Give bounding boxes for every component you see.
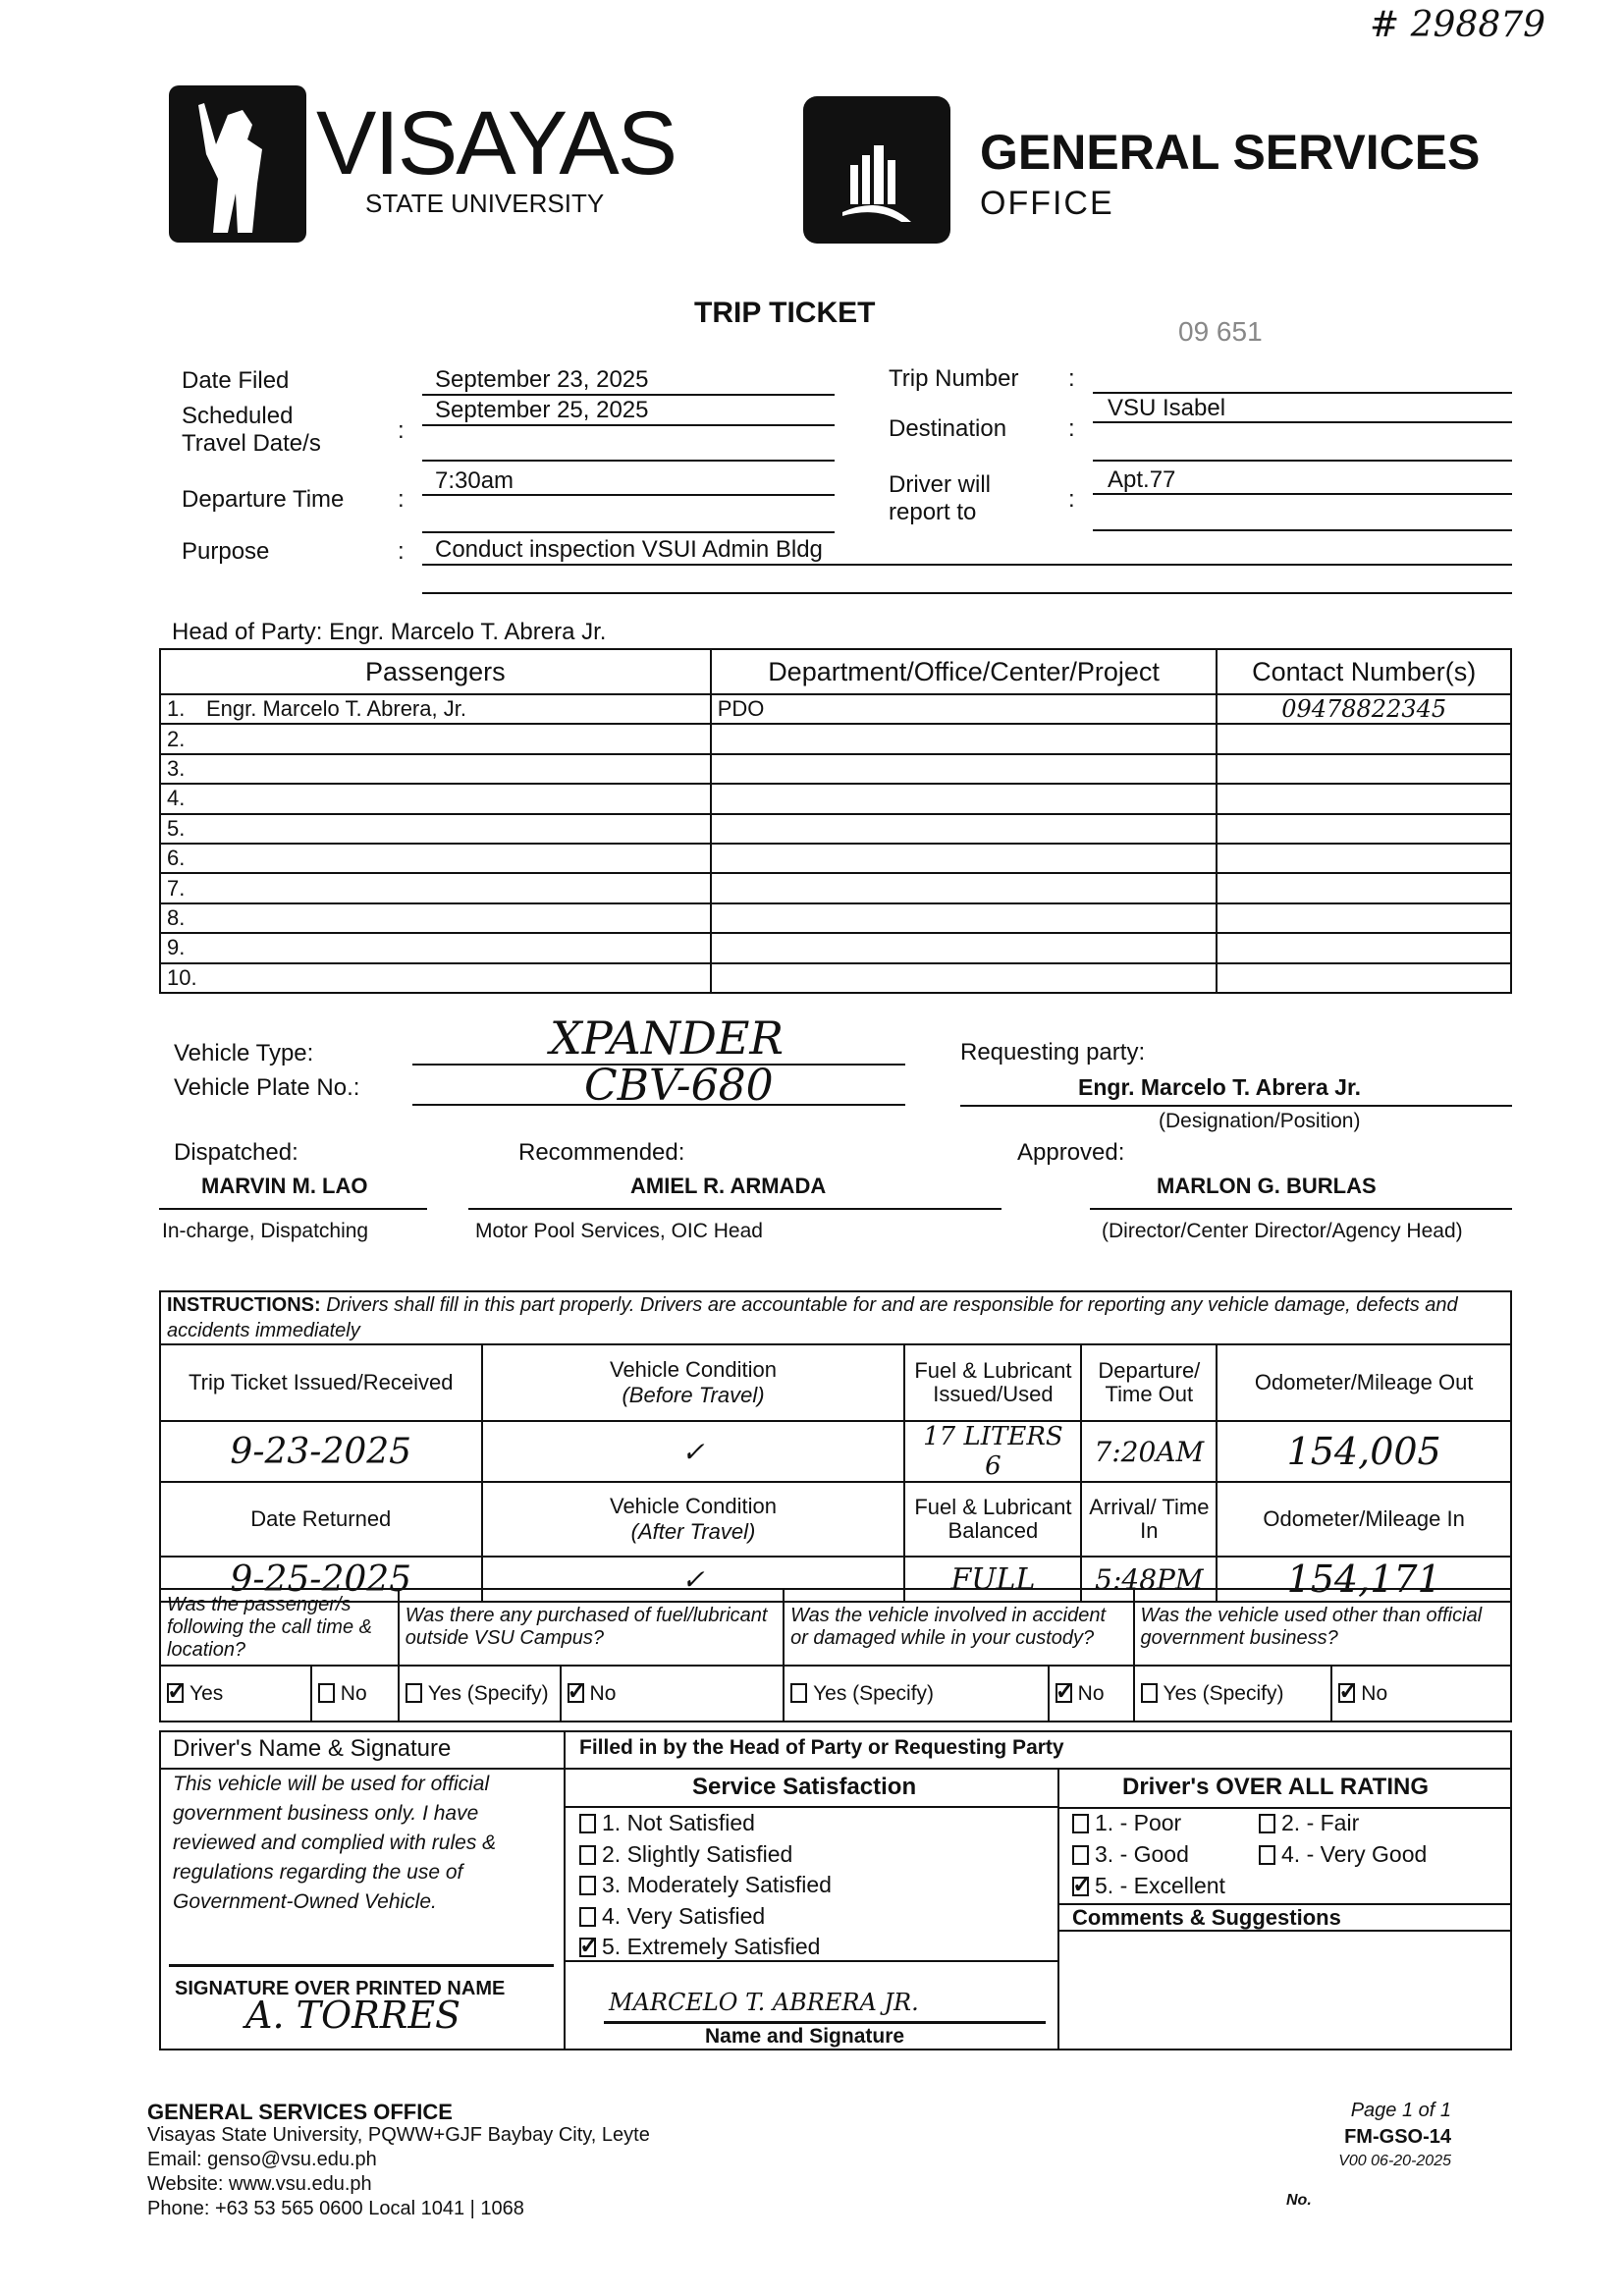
- comments-header: Comments & Suggestions: [1072, 1905, 1341, 1930]
- instructions-bold: INSTRUCTIONS:: [167, 1294, 321, 1316]
- option-label: No: [340, 1681, 367, 1705]
- colon: :: [398, 538, 405, 565]
- passenger-contact[interactable]: 09478822345: [1217, 694, 1511, 724]
- passenger-contact[interactable]: [1217, 963, 1511, 993]
- colon: :: [398, 486, 405, 513]
- vehicle-plate-label: Vehicle Plate No.:: [174, 1074, 360, 1101]
- row-number: 10.: [167, 964, 197, 990]
- rating-option[interactable]: [1072, 1873, 1225, 1899]
- footer-email[interactable]: Email: genso@vsu.edu.ph: [147, 2149, 377, 2170]
- option-label: 5. Extremely Satisfied: [602, 1934, 821, 1959]
- head-of-party: Head of Party: Engr. Marcelo T. Abrera Jr.: [172, 619, 607, 645]
- passenger-contact[interactable]: [1217, 814, 1511, 844]
- row-number: 4.: [167, 786, 186, 811]
- driver-report-label: Driver will: [889, 471, 991, 498]
- instructions-table: [159, 1290, 1512, 1603]
- recommended-label: Recommended:: [518, 1139, 685, 1166]
- fuel-balanced-header: Fuel & Lubricant Balanced: [904, 1482, 1081, 1557]
- time-in-value[interactable]: 5:48PM: [1081, 1557, 1217, 1602]
- passenger-department[interactable]: [711, 784, 1218, 813]
- passenger-contact[interactable]: [1217, 754, 1511, 784]
- footer-no: No.: [1286, 2192, 1312, 2209]
- approver-role: (Director/Center Director/Agency Head): [1102, 1220, 1463, 1242]
- form-code: FM-GSO-14: [1344, 2126, 1451, 2148]
- destination-value[interactable]: VSU Isabel: [1108, 395, 1226, 421]
- form-version: V00 06-20-2025: [1338, 2153, 1451, 2169]
- control-number: # 298879: [1370, 5, 1546, 45]
- filled-by-label: Filled in by the Head of Party or Requesting Party: [579, 1736, 1064, 1759]
- footer-org: GENERAL SERVICES OFFICE: [147, 2100, 453, 2124]
- date-returned-value[interactable]: 9-25-2025: [160, 1557, 482, 1602]
- vsu-logo-icon: [169, 85, 306, 243]
- service-option[interactable]: [579, 1903, 832, 1935]
- passenger-contact[interactable]: [1217, 903, 1511, 933]
- option-label: No: [1077, 1681, 1105, 1705]
- table-row: [160, 903, 1511, 933]
- table-row: [160, 724, 1511, 753]
- option-label: 2. Slightly Satisfied: [602, 1840, 793, 1867]
- option-label: Yes: [189, 1681, 224, 1705]
- passenger-contact[interactable]: [1217, 933, 1511, 962]
- colon: :: [1068, 486, 1075, 513]
- option-label: 3. Moderately Satisfied: [602, 1872, 832, 1897]
- checkbox[interactable]: [579, 1845, 596, 1865]
- passenger-contact[interactable]: [1217, 784, 1511, 813]
- question-2: Was there any purchased of fuel/lubricant outside VSU Campus?: [399, 1589, 784, 1666]
- row-number: 2.: [167, 726, 186, 751]
- colon: :: [1068, 365, 1075, 392]
- table-row: [160, 933, 1511, 962]
- question-4: Was the vehicle used other than official government business?: [1134, 1589, 1511, 1666]
- name-and-signature-label: Name and Signature: [705, 2025, 905, 2048]
- dispatcher-role: In-charge, Dispatching: [162, 1220, 369, 1242]
- passenger-contact[interactable]: [1217, 724, 1511, 753]
- checkbox[interactable]: [1056, 1683, 1072, 1703]
- question-2-no-option[interactable]: [561, 1666, 785, 1722]
- fuel-issued-value[interactable]: 17 LITERS 6: [904, 1421, 1081, 1482]
- approved-label: Approved:: [1017, 1139, 1125, 1166]
- question-3-no-option[interactable]: [1049, 1666, 1134, 1722]
- contact-header: Contact Number(s): [1217, 649, 1511, 694]
- passenger-department[interactable]: [711, 844, 1218, 873]
- row-number: 6.: [167, 846, 186, 871]
- vehicle-condition-after-value[interactable]: ✓: [482, 1557, 905, 1602]
- requesting-party-label: Requesting party:: [960, 1039, 1146, 1066]
- checkbox[interactable]: [1072, 1845, 1089, 1865]
- table-row: [160, 844, 1511, 873]
- driver-statement: This vehicle will be used for official government business only. I have reviewed and complied with rules & regulations regarding the use of Government-Owned Vehicle.: [173, 1773, 497, 1913]
- odometer-in-header: Odometer/Mileage In: [1217, 1482, 1511, 1557]
- passenger-department[interactable]: [711, 754, 1218, 784]
- option-label: Yes (Specify): [1163, 1681, 1284, 1705]
- page-number: Page 1 of 1: [1350, 2100, 1451, 2121]
- passenger-department[interactable]: [711, 724, 1218, 753]
- departure-time-value[interactable]: 7:30am: [435, 467, 514, 494]
- fuel-balanced-value[interactable]: FULL: [904, 1557, 1081, 1602]
- passengers-header: Passengers: [160, 649, 711, 694]
- requesting-party-name: Engr. Marcelo T. Abrera Jr.: [1078, 1074, 1362, 1100]
- trip-number-label: Trip Number: [889, 365, 1019, 392]
- checkbox[interactable]: [167, 1683, 184, 1703]
- checkbox[interactable]: [1338, 1683, 1355, 1703]
- odometer-out-value[interactable]: 154,005: [1217, 1421, 1511, 1482]
- passenger-department[interactable]: PDO: [711, 694, 1218, 724]
- service-option[interactable]: [579, 1934, 832, 1965]
- question-2-yes-option[interactable]: [399, 1666, 561, 1722]
- checkbox[interactable]: [1072, 1877, 1089, 1896]
- checkbox[interactable]: [1259, 1814, 1275, 1833]
- row-number: 3.: [167, 755, 186, 781]
- service-option[interactable]: [579, 1810, 832, 1841]
- question-1-no-option[interactable]: [311, 1666, 399, 1722]
- head-of-party-signature[interactable]: MARCELO T. ABRERA JR.: [609, 1989, 919, 2016]
- dispatched-label: Dispatched:: [174, 1139, 298, 1166]
- vehicle-condition-header: Vehicle Condition: [609, 1357, 777, 1382]
- service-option[interactable]: [579, 1872, 832, 1903]
- row-number: 1.: [167, 696, 186, 722]
- scheduled-value[interactable]: September 25, 2025: [435, 397, 649, 423]
- driver-report-label-2: report to: [889, 499, 977, 525]
- checkbox[interactable]: [568, 1683, 584, 1703]
- table-row: [160, 754, 1511, 784]
- before-travel-label: (Before Travel): [622, 1383, 765, 1407]
- vsu-logo-text: VISAYAS: [316, 93, 677, 193]
- service-satisfaction-header: Service Satisfaction: [692, 1774, 917, 1800]
- purpose-value[interactable]: Conduct inspection VSUI Admin Bldg: [435, 536, 823, 563]
- option-label: 5. - Excellent: [1095, 1873, 1225, 1898]
- time-out-value[interactable]: 7:20AM: [1081, 1421, 1217, 1482]
- vehicle-plate-value[interactable]: CBV-680: [584, 1061, 774, 1111]
- driver-header: Driver's Name & Signature: [173, 1735, 452, 1762]
- travel-dates-label: Travel Date/s: [182, 430, 321, 457]
- option-label: No: [589, 1681, 617, 1705]
- odometer-out-header: Odometer/Mileage Out: [1217, 1344, 1511, 1421]
- rating-option[interactable]: [1259, 1841, 1427, 1868]
- vehicle-condition-before-value[interactable]: ✓: [482, 1421, 905, 1482]
- option-label: 2. - Fair: [1281, 1810, 1360, 1835]
- approver-name: MARLON G. BURLAS: [1157, 1174, 1377, 1198]
- checkbox[interactable]: [579, 1938, 596, 1957]
- questions-table: [159, 1588, 1512, 1722]
- odometer-in-value[interactable]: 154,171: [1217, 1557, 1511, 1602]
- checkbox[interactable]: [1259, 1845, 1275, 1865]
- footer-phone: Phone: +63 53 565 0600 Local 1041 | 1068: [147, 2198, 524, 2219]
- question-4-no-option[interactable]: [1331, 1666, 1511, 1722]
- passenger-name[interactable]: Engr. Marcelo T. Abrera, Jr.: [206, 696, 466, 722]
- gso-logo-subtext: OFFICE: [980, 185, 1114, 222]
- vehicle-type-value[interactable]: XPANDER: [550, 1011, 785, 1065]
- checkbox[interactable]: [318, 1683, 335, 1703]
- vsu-logo-subtext: STATE UNIVERSITY: [365, 189, 605, 218]
- checkbox[interactable]: [579, 1876, 596, 1895]
- checkbox[interactable]: [1141, 1683, 1158, 1703]
- departure-time-out-header: Departure/ Time Out: [1081, 1344, 1217, 1421]
- dispatcher-name: MARVIN M. LAO: [201, 1174, 368, 1198]
- question-3: Was the vehicle involved in accident or damaged while in your custody?: [784, 1589, 1133, 1666]
- destination-label: Destination: [889, 415, 1007, 442]
- passenger-contact[interactable]: [1217, 873, 1511, 902]
- scheduled-label: Scheduled: [182, 403, 294, 429]
- question-3-yes-option[interactable]: [784, 1666, 1049, 1722]
- table-row: [160, 963, 1511, 993]
- colon: :: [1068, 415, 1075, 442]
- option-label: Yes (Specify): [813, 1681, 935, 1705]
- table-row: [160, 784, 1511, 813]
- passenger-department[interactable]: [711, 873, 1218, 902]
- checkbox[interactable]: [790, 1683, 807, 1703]
- footer-website[interactable]: Website: www.vsu.edu.ph: [147, 2173, 372, 2195]
- date-filed-label: Date Filed: [182, 367, 290, 394]
- question-1-yes-option[interactable]: [160, 1666, 311, 1722]
- gso-logo-text: GENERAL SERVICES: [980, 125, 1481, 180]
- service-option[interactable]: [579, 1841, 832, 1873]
- serial-stamp: 09 651: [1178, 316, 1263, 347]
- passenger-department[interactable]: [711, 963, 1218, 993]
- recommender-role: Motor Pool Services, OIC Head: [475, 1220, 763, 1242]
- arrival-time-in-header: Arrival/ Time In: [1081, 1482, 1217, 1557]
- trip-ticket-issued-header: Trip Ticket Issued/Received: [160, 1344, 482, 1421]
- table-row: [160, 694, 1511, 724]
- option-label: 3. - Good: [1095, 1841, 1189, 1867]
- rating-option[interactable]: [1072, 1810, 1181, 1836]
- question-4-yes-option[interactable]: [1134, 1666, 1332, 1722]
- departure-time-label: Departure Time: [182, 486, 345, 513]
- driver-signature-label: SIGNATURE OVER PRINTED NAME: [175, 1978, 506, 1999]
- option-label: 4. - Very Good: [1281, 1841, 1428, 1867]
- rating-option[interactable]: [1259, 1810, 1359, 1836]
- checkbox[interactable]: [579, 1907, 596, 1927]
- driver-rating-header: Driver's OVER ALL RATING: [1122, 1774, 1429, 1800]
- rating-option[interactable]: [1072, 1841, 1189, 1868]
- driver-signature-name[interactable]: A. TORRES: [245, 1994, 461, 2037]
- option-label: 1. Not Satisfied: [602, 1810, 755, 1835]
- fuel-issued-header: Fuel & Lubricant Issued/Used: [904, 1344, 1081, 1421]
- after-travel-label: (After Travel): [630, 1519, 756, 1544]
- footer-address: Visayas State University, PQWW+GJF Baybay City, Leyte: [147, 2124, 650, 2146]
- colon: :: [398, 417, 405, 444]
- date-filed-value[interactable]: September 23, 2025: [435, 366, 649, 393]
- passenger-contact[interactable]: [1217, 844, 1511, 873]
- option-label: 1. - Poor: [1095, 1810, 1182, 1835]
- passengers-table: [159, 648, 1512, 994]
- table-row: [160, 814, 1511, 844]
- date-returned-header: Date Returned: [160, 1482, 482, 1557]
- checkbox[interactable]: [579, 1814, 596, 1833]
- row-number: 9.: [167, 935, 186, 960]
- option-label: No: [1361, 1681, 1388, 1705]
- option-label: 4. Very Satisfied: [602, 1902, 766, 1929]
- instructions-text: Drivers shall fill in this part properly. Drivers are accountable for and are responsible for reporting any vehicle damage, defects and accidents immediately: [167, 1294, 1458, 1341]
- row-number: 5.: [167, 815, 186, 841]
- driver-report-value[interactable]: Apt.77: [1108, 466, 1176, 493]
- purpose-label: Purpose: [182, 538, 270, 565]
- passenger-department[interactable]: [711, 814, 1218, 844]
- row-number: 8.: [167, 904, 186, 930]
- passenger-department[interactable]: [711, 903, 1218, 933]
- row-number: 7.: [167, 875, 186, 901]
- page-title: TRIP TICKET: [694, 297, 876, 329]
- checkbox[interactable]: [406, 1683, 422, 1703]
- vehicle-type-label: Vehicle Type:: [174, 1040, 314, 1066]
- option-label: Yes (Specify): [427, 1681, 549, 1705]
- checkbox[interactable]: [1072, 1814, 1089, 1833]
- gso-logo-icon: [803, 96, 950, 244]
- table-row: [160, 873, 1511, 902]
- requesting-party-position: (Designation/Position): [1159, 1110, 1361, 1132]
- department-header: Department/Office/Center/Project: [711, 649, 1218, 694]
- passenger-department[interactable]: [711, 933, 1218, 962]
- recommender-name: AMIEL R. ARMADA: [630, 1174, 827, 1198]
- trip-ticket-issued-value[interactable]: 9-23-2025: [160, 1421, 482, 1482]
- question-1: Was the passenger/s following the call time & location?: [160, 1589, 399, 1666]
- vehicle-condition-header-after: Vehicle Condition: [609, 1494, 777, 1518]
